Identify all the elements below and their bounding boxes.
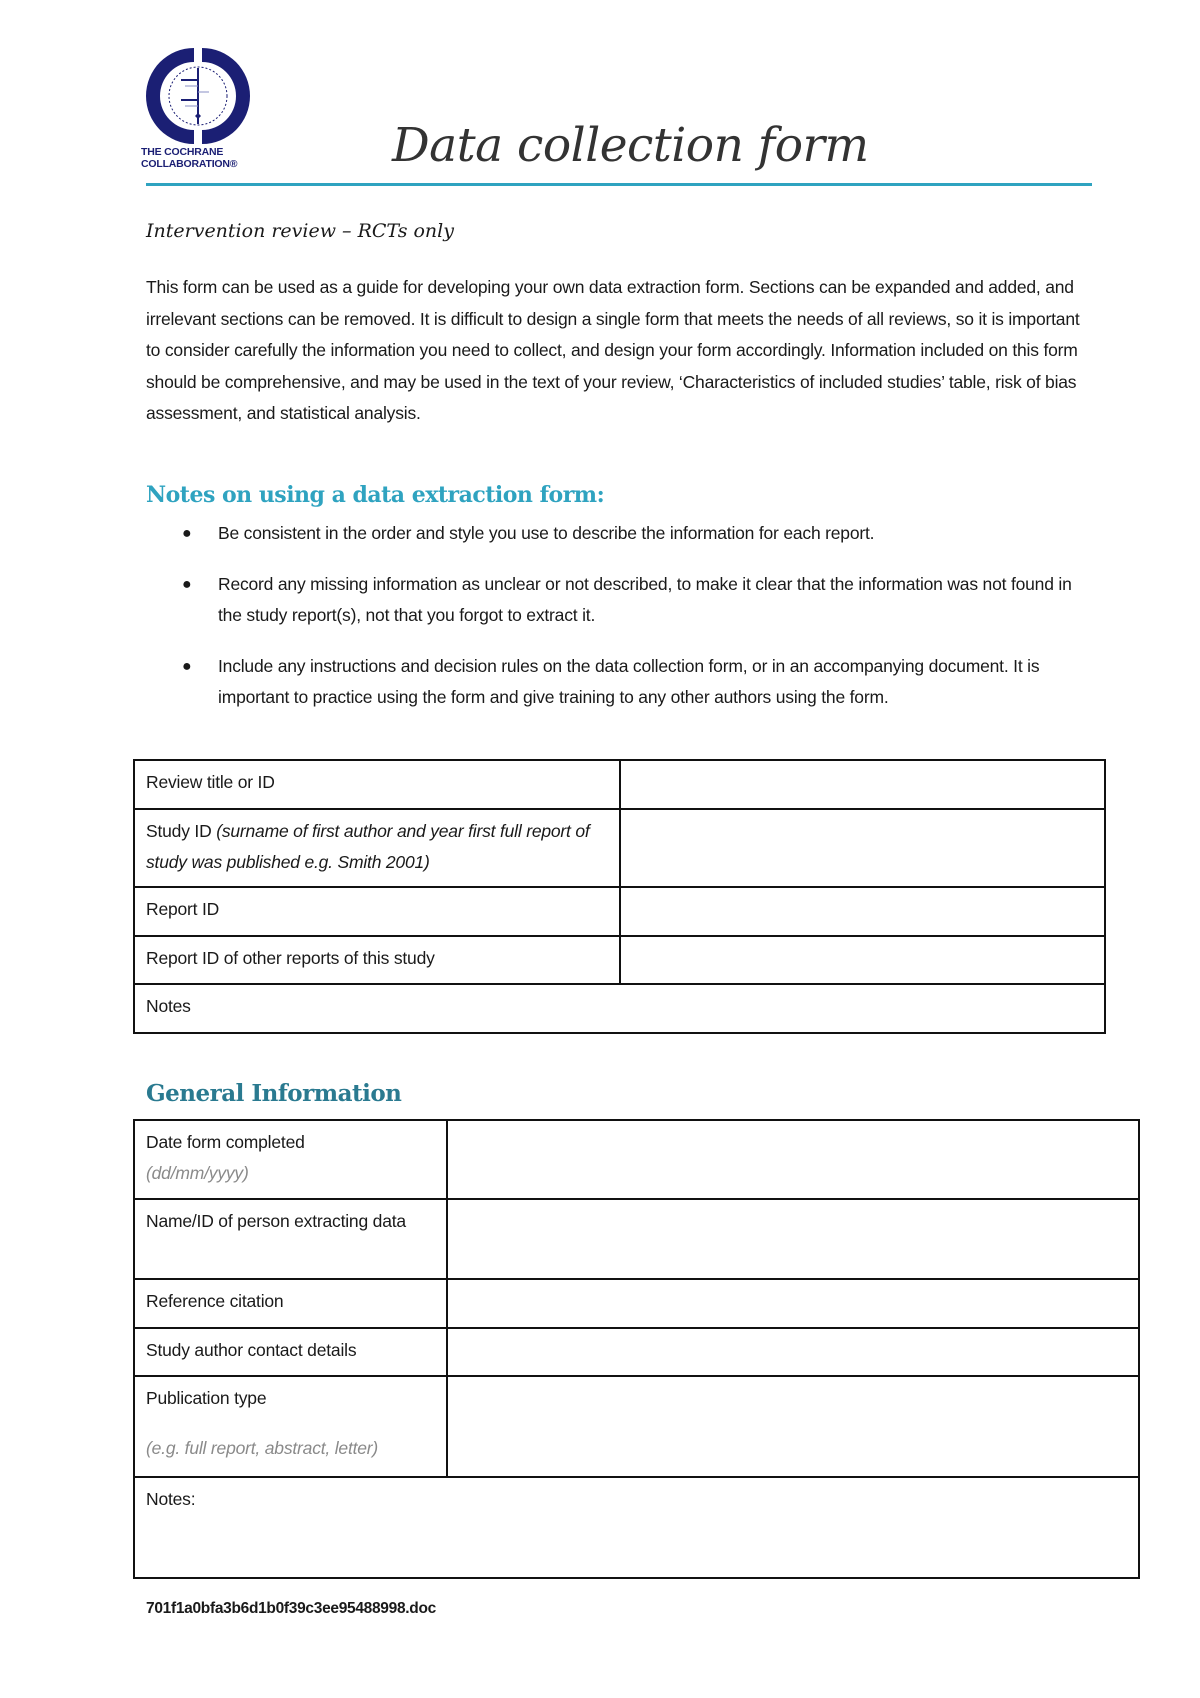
reference-citation-field[interactable] — [447, 1279, 1139, 1328]
table-row — [134, 809, 1105, 887]
table-row — [134, 1199, 1139, 1279]
review-id-table — [133, 759, 1106, 1034]
reference-citation-label: Reference citation — [134, 1279, 447, 1328]
table-row — [134, 1120, 1139, 1199]
list-item: ● Record any missing information as unclear or not described, to make it clear that the information was not found in the study report(s), not that you forgot to extract it. — [146, 569, 1096, 632]
general-information-table — [133, 1119, 1140, 1579]
document-filename: 701f1a0bfa3b6d1b0f39c3ee95488998.doc — [146, 1600, 436, 1617]
intro-paragraph: This form can be used as a guide for developing your own data extraction form. Sections can be expanded and added, and irrelevant sections can be removed. It is difficult to design a single form that meets the needs of all reviews, so it is important to consider carefully the information you need to collect, and design your form accordingly. Information included on this form should be comprehensive, and may be used in the text of your review, ‘Characteristics of included studies’ table, risk of bias assessment, and statistical analysis. — [146, 277, 1080, 423]
cochrane-logo — [141, 46, 255, 178]
cochrane-logo-icon — [141, 46, 255, 146]
table-row — [134, 887, 1105, 936]
page-title: Data collection form — [392, 118, 869, 173]
logo-line-2: COLLABORATION® — [141, 158, 238, 170]
general-notes-label: Notes: — [146, 1489, 196, 1509]
publication-type-label: Publication type (e.g. full report, abstract, letter) — [134, 1376, 447, 1477]
bullet-icon: ● — [182, 575, 192, 593]
review-notes-label: Notes — [146, 996, 191, 1016]
author-contact-label: Study author contact details — [134, 1328, 447, 1376]
report-id-field[interactable] — [620, 887, 1105, 936]
table-row — [134, 1328, 1139, 1376]
review-title-label: Review title or ID — [134, 760, 620, 809]
notes-heading: Notes on using a data extraction form: — [146, 482, 605, 508]
review-title-field[interactable] — [620, 760, 1105, 809]
extractor-name-label: Name/ID of person extracting data — [134, 1199, 447, 1279]
table-row — [134, 984, 1105, 1033]
page-subtitle: Intervention review – RCTs only — [146, 220, 454, 242]
list-item: ● Be consistent in the order and style you use to describe the information for each report. — [146, 518, 1096, 550]
table-row — [134, 1279, 1139, 1328]
study-id-label: Study ID (surname of first author and year first full report of study was published e.g. Smith 2001) — [134, 809, 620, 887]
study-id-field[interactable] — [620, 809, 1105, 887]
date-completed-field[interactable] — [447, 1120, 1139, 1199]
general-notes-field[interactable] — [134, 1477, 1139, 1578]
date-format-hint: (dd/mm/yyyy) — [146, 1163, 249, 1183]
author-contact-field[interactable] — [447, 1328, 1139, 1376]
report-id-label: Report ID — [134, 887, 620, 936]
date-completed-label: Date form completed (dd/mm/yyyy) — [134, 1120, 447, 1199]
bullet-icon: ● — [182, 525, 192, 542]
table-row — [134, 1376, 1139, 1477]
title-divider — [146, 183, 1092, 186]
other-reports-label: Report ID of other reports of this study — [134, 936, 620, 984]
table-row — [134, 760, 1105, 809]
review-notes-field[interactable] — [134, 984, 1105, 1033]
other-reports-field[interactable] — [620, 936, 1105, 984]
bullet-icon: ● — [182, 657, 192, 675]
general-information-heading: General Information — [146, 1080, 402, 1107]
study-id-hint: (surname of first author and year first full report of study was published e.g. Smith 2001) — [146, 821, 590, 872]
list-item: ● Include any instructions and decision rules on the data collection form, or in an accompanying document. It is important to practice using the form and give training to any other authors using the form. — [146, 651, 1096, 714]
publication-type-field[interactable] — [447, 1376, 1139, 1477]
logo-wordmark — [141, 146, 255, 170]
extractor-name-field[interactable] — [447, 1199, 1139, 1279]
notes-bullet-list — [146, 518, 1096, 733]
logo-line-1: THE COCHRANE — [141, 146, 224, 158]
table-row — [134, 936, 1105, 984]
table-row — [134, 1477, 1139, 1578]
publication-type-hint: (e.g. full report, abstract, letter) — [146, 1438, 379, 1458]
